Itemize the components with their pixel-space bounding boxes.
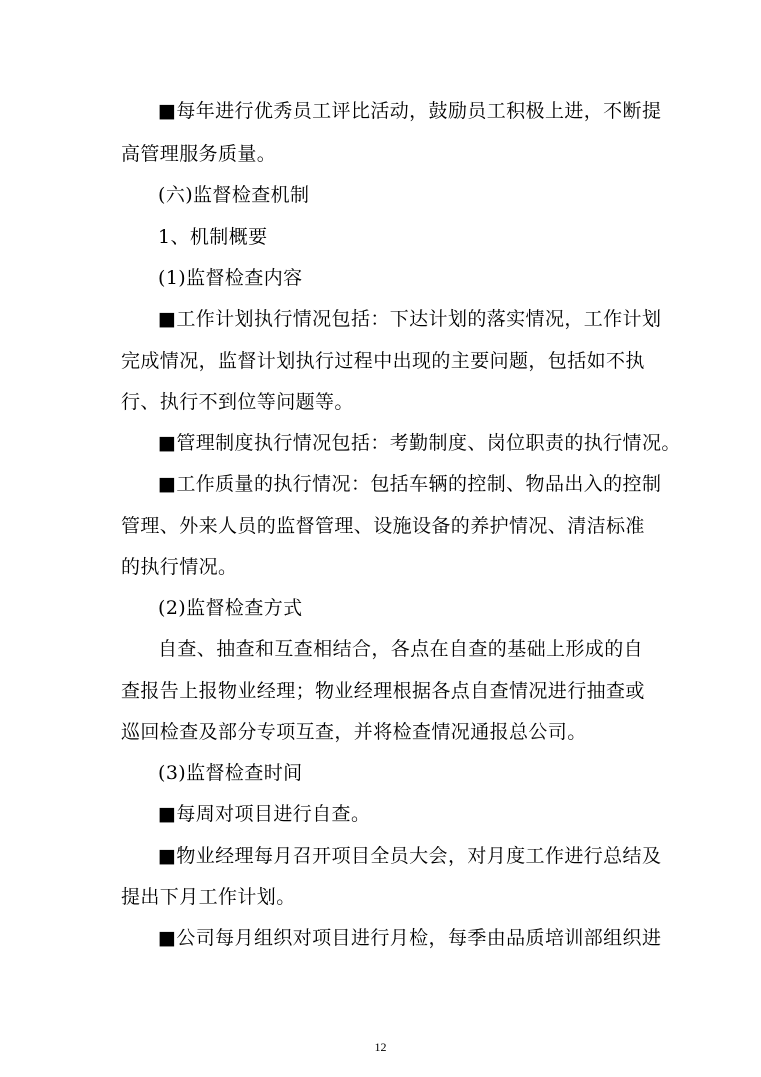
text-line: ■管理制度执行情况包括：考勤制度、岗位职责的执行情况。	[158, 432, 681, 454]
text-line: ■每年进行优秀员工评比活动，鼓励员工积极上进，不断提	[158, 100, 662, 122]
text-line: ■公司每月组织对项目进行月检，每季由品质培训部组织进	[158, 927, 662, 949]
subsection-heading: (3)监督检查时间	[158, 762, 303, 784]
text-line: 查报告上报物业经理；物业经理根据各点自查情况进行抽查或	[121, 680, 645, 702]
text-line: 提出下月工作计划。	[121, 886, 296, 908]
text-line: 自查、抽查和互查相结合，各点在自查的基础上形成的自	[158, 638, 644, 660]
text-line: ■工作质量的执行情况：包括车辆的控制、物品出入的控制	[158, 473, 662, 495]
text-line: 高管理服务质量。	[121, 143, 277, 165]
page-number: 12	[374, 1040, 387, 1054]
text-line: 巡回检查及部分专项互查，并将检查情况通报总公司。	[121, 721, 587, 743]
subsection-heading: (1)监督检查内容	[158, 267, 303, 289]
text-line: 管理、外来人员的监督管理、设施设备的养护情况、清洁标准	[121, 515, 645, 537]
subsection-heading: (2)监督检查方式	[158, 597, 303, 619]
text-line: 的执行情况。	[121, 556, 238, 578]
text-line: 行、执行不到位等问题等。	[121, 391, 354, 413]
text-line: ■每周对项目进行自查。	[158, 803, 371, 825]
text-line: ■物业经理每月召开项目全员大会，对月度工作进行总结及	[158, 845, 662, 867]
text-line: ■工作计划执行情况包括：下达计划的落实情况，工作计划	[158, 308, 662, 330]
section-heading: (六)监督检查机制	[158, 184, 310, 206]
text-line: 完成情况，监督计划执行过程中出现的主要问题，包括如不执	[121, 350, 645, 372]
subsection-heading: 1、机制概要	[158, 226, 268, 248]
